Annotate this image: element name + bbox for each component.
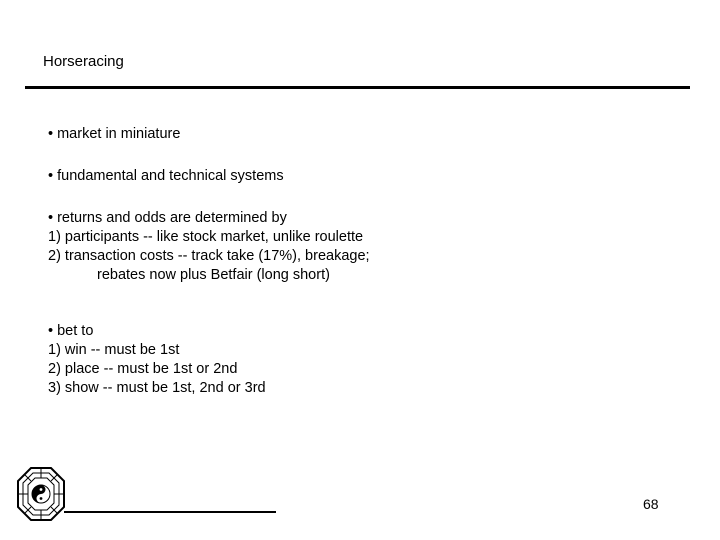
slide-title: Horseracing bbox=[43, 53, 124, 70]
bullet-bet-to-intro: • bet to bbox=[48, 323, 94, 339]
page-number: 68 bbox=[643, 496, 659, 512]
title-divider bbox=[25, 86, 690, 89]
bullet-list bbox=[48, 125, 370, 398]
returns-item-1: 1) participants -- like stock market, unlike roulette bbox=[48, 229, 364, 245]
bullet-systems: • fundamental and technical systems bbox=[48, 168, 284, 184]
octagon-emblem-icon bbox=[16, 466, 66, 522]
bet-item-show: 3) show -- must be 1st, 2nd or 3rd bbox=[48, 380, 266, 396]
returns-item-2-continued: rebates now plus Betfair (long short) bbox=[97, 267, 330, 283]
bullet-market-in-miniature: • market in miniature bbox=[48, 126, 181, 142]
footer-divider bbox=[64, 511, 276, 513]
returns-item-2: 2) transaction costs -- track take (17%), breakage; bbox=[48, 248, 370, 264]
bet-item-place: 2) place -- must be 1st or 2nd bbox=[48, 361, 238, 377]
bullet-returns-intro: • returns and odds are determined by bbox=[48, 210, 287, 226]
bet-item-win: 1) win -- must be 1st bbox=[48, 342, 180, 358]
